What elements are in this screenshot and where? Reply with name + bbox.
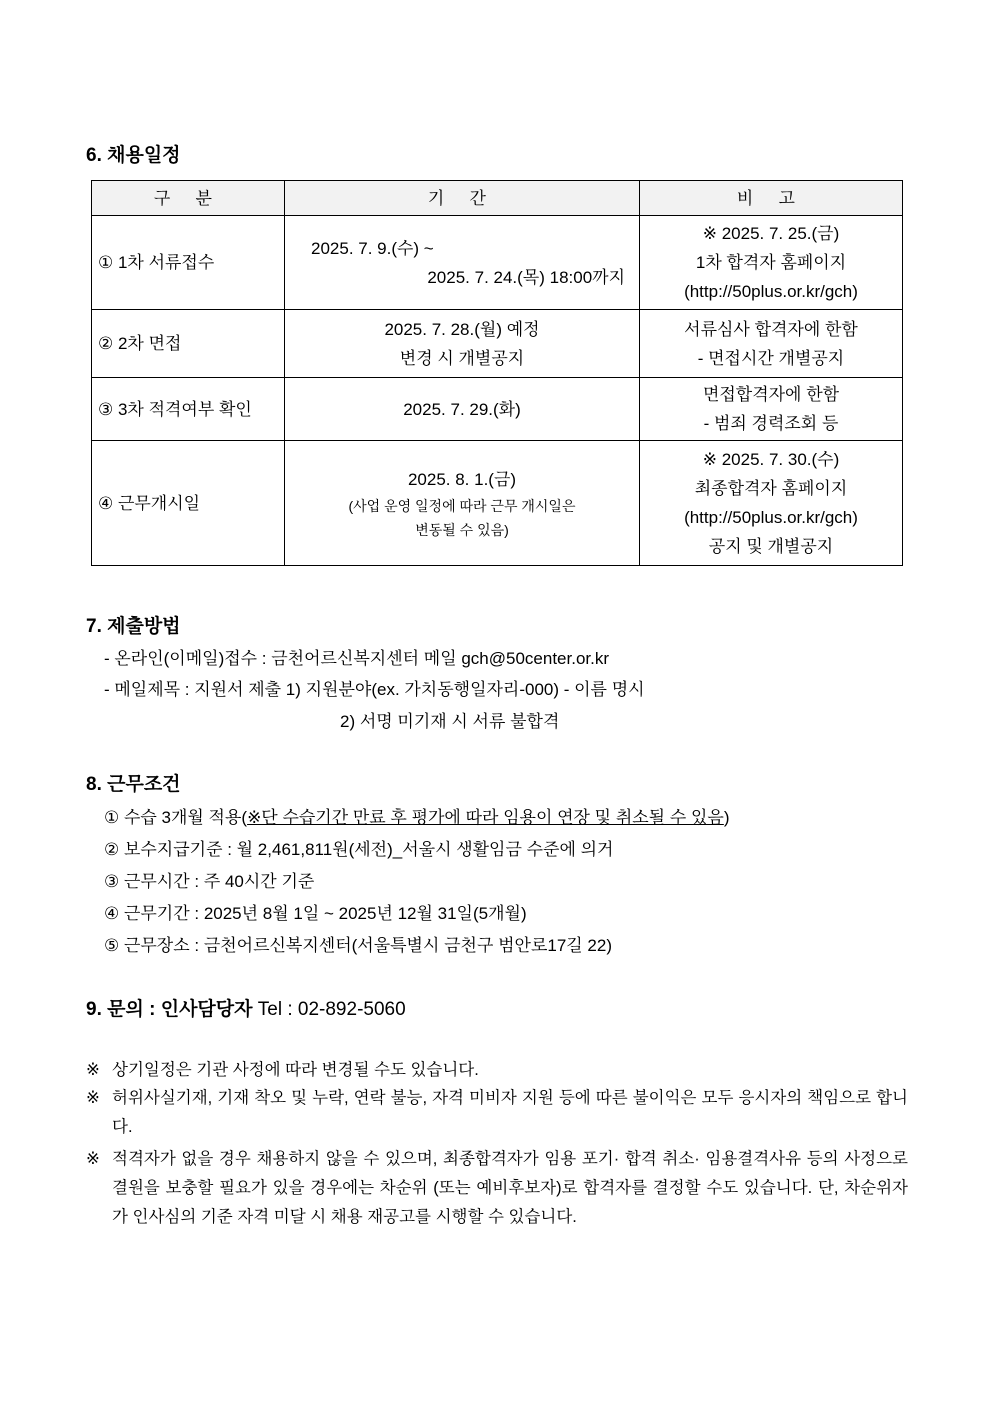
- note-line: 최종합격자 홈페이지: [694, 479, 848, 498]
- reference-mark: ※: [86, 1089, 100, 1107]
- stage-cell: ④ 근무개시일: [92, 441, 285, 566]
- submission-line: 2) 서명 미기재 시 서류 불합격: [340, 712, 560, 731]
- note-line: - 범죄 경력조회 등: [703, 414, 839, 433]
- section-6-title: 6. 채용일정: [86, 145, 181, 166]
- table-row: [92, 378, 903, 441]
- note-item: [86, 1084, 908, 1142]
- condition-line: ④ 근무기간 : 2025년 8월 1일 ~ 2025년 12월 31일(5개월): [104, 904, 527, 923]
- condition-text: ① 수습 3개월 적용(: [104, 808, 248, 827]
- period-line: (사업 운영 일정에 따라 근무 개시일은: [348, 497, 576, 514]
- reference-mark: ※: [86, 1061, 100, 1079]
- period-line: 2025. 7. 28.(월) 예정: [384, 319, 540, 339]
- period-cell: [285, 378, 640, 441]
- note-cell: [640, 310, 903, 378]
- schedule-table: [91, 180, 903, 566]
- period-cell: [285, 310, 640, 378]
- period-cell: [285, 441, 640, 566]
- table-row: [92, 441, 903, 566]
- stage-cell: ① 1차 서류접수: [92, 216, 285, 310]
- note-line: ※ 2025. 7. 30.(수): [702, 450, 840, 469]
- period-line: 2025. 7. 29.(화): [403, 399, 521, 419]
- section-8-title: 8. 근무조건: [86, 774, 181, 795]
- table-row: [92, 310, 903, 378]
- condition-line: ⑤ 근무장소 : 금천어르신복지센터(서울특별시 금천구 범안로17길 22): [104, 936, 612, 955]
- period-cell: [285, 216, 640, 310]
- stage-cell: ② 2차 면접: [92, 310, 285, 378]
- note-line: - 면접시간 개별공지: [697, 348, 845, 368]
- note-cell: [640, 216, 903, 310]
- period-line: 2025. 7. 9.(수) ~: [311, 238, 434, 258]
- condition-line: ③ 근무시간 : 주 40시간 기준: [104, 872, 315, 891]
- probation-note: ※단 수습기간 만료 후 평가에 따라 임용이 연장 및 취소될 수 있음: [247, 808, 724, 827]
- period-line: 변경 시 개별공지: [399, 348, 525, 368]
- period-line: 2025. 8. 1.(금): [407, 469, 517, 489]
- submission-line: - 메일제목 : 지원서 제출 1) 지원분야(ex. 가치동행일자리-000) - 이름 명시: [104, 680, 645, 699]
- section-9: [86, 994, 406, 1021]
- header-period: 기 간: [285, 181, 640, 216]
- note-line: 공지 및 개별공지: [708, 537, 834, 556]
- contact-tel: Tel : 02-892-5060: [257, 999, 406, 1020]
- period-line: 2025. 7. 24.(목) 18:00까지: [427, 267, 625, 287]
- note-line: 면접합격자에 한함: [702, 385, 840, 404]
- note-text: 상기일정은 기관 사정에 따라 변경될 수도 있습니다.: [112, 1061, 479, 1079]
- note-text: 적격자가 없을 경우 채용하지 않을 수 있으며, 최종합격자가 임용 포기· 합격 취소· 임용결격사유 등의 사정으로 결원을 보충할 필요가 있을 경우에는 차순위 (또는 예비후보자)로 합격자를 결정할 수도 있습니다. 단, 차순위자가 인사심의 기준 자격 미달 시 채용 재공고를 시행할 수 있습니다.: [112, 1150, 908, 1226]
- header-category: 구 분: [92, 181, 285, 216]
- note-cell: [640, 441, 903, 566]
- condition-text: ): [723, 808, 730, 827]
- stage-cell: ③ 3차 적격여부 확인: [92, 378, 285, 441]
- note-line: 서류심사 합격자에 한함: [684, 319, 858, 339]
- condition-line: ② 보수지급기준 : 월 2,461,811원(세전)_서울시 생활임금 수준에 의거: [104, 840, 614, 859]
- section-9-title: 9. 문의 : 인사담당자: [86, 999, 253, 1020]
- note-text: 허위사실기재, 기재 착오 및 누락, 연락 불능, 자격 미비자 지원 등에 따른 불이익은 모두 응시자의 책임으로 합니다.: [112, 1089, 908, 1136]
- condition-line: [104, 803, 729, 828]
- table-row: [92, 216, 903, 310]
- period-line: 변동될 수 있음): [415, 521, 509, 538]
- note-item: [86, 1056, 908, 1085]
- reference-mark: ※: [86, 1150, 100, 1168]
- note-cell: [640, 378, 903, 441]
- header-note: 비 고: [640, 181, 903, 216]
- submission-line: - 온라인(이메일)접수 : 금천어르신복지센터 메일 gch@50center.or.kr: [104, 649, 610, 668]
- note-line: ※ 2025. 7. 25.(금): [702, 224, 840, 243]
- note-item: [86, 1145, 908, 1232]
- note-line: (http://50plus.or.kr/gch): [684, 282, 858, 301]
- note-line: (http://50plus.or.kr/gch): [684, 508, 858, 527]
- section-7-title: 7. 제출방법: [86, 616, 181, 637]
- note-line: 1차 합격자 홈페이지: [695, 253, 847, 272]
- table-header-row: [92, 181, 903, 216]
